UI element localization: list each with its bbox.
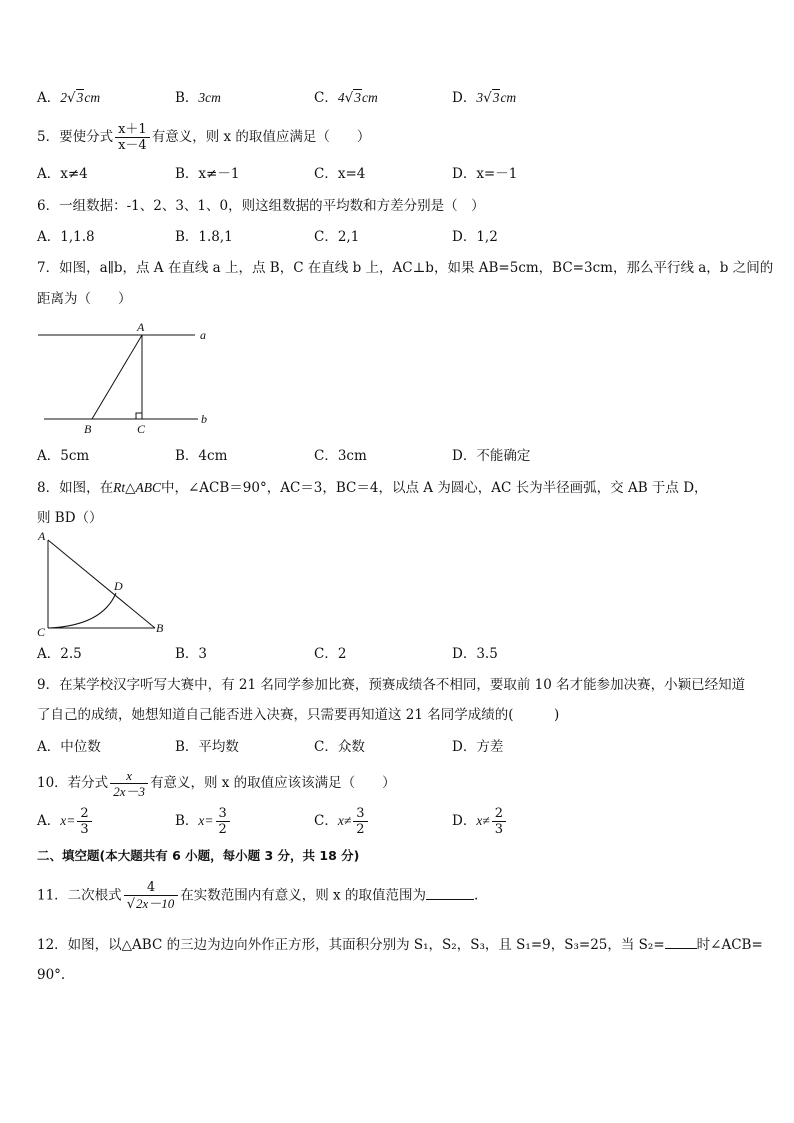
q7-option-c: C．3cm bbox=[314, 448, 367, 464]
q9-option-d: D．方差 bbox=[452, 739, 504, 755]
q11-fraction: $\frac{4}{√2x-10}$ bbox=[124, 880, 179, 912]
q4-option-b: B．3cm bbox=[175, 90, 221, 106]
arc-cd bbox=[48, 593, 116, 628]
label-c-point: C bbox=[137, 422, 146, 436]
q11-stem: 11．二次根式 $\frac{4}{√2x-10}$ 在实数范围内有意义，则 x 的取值范围为 . bbox=[37, 880, 479, 912]
right-angle-mark bbox=[136, 413, 142, 419]
q8-option-d: D．3.5 bbox=[452, 646, 498, 662]
q5-option-c: C．x=4 bbox=[314, 166, 366, 182]
q10-fraction: $\frac{x}{2x-3}$ bbox=[110, 768, 148, 799]
q10-stem: 10．若分式 $\frac{x}{2x-3}$ 有意义，则 x 的取值应该该满足（ ） bbox=[37, 768, 396, 799]
q8-figure bbox=[30, 528, 180, 643]
q9-option-b: B．平均数 bbox=[175, 739, 239, 755]
q8-stem-line2: 则 BD（） bbox=[37, 510, 103, 526]
q6-stem: 6．一组数据：-1、2、3、1、0，则这组数据的平均数和方差分别是（ ） bbox=[37, 198, 485, 214]
q12-answer-blank[interactable] bbox=[665, 948, 697, 949]
q5-option-d: D．x=－1 bbox=[452, 166, 518, 182]
q8-option-c: C．2 bbox=[314, 646, 347, 662]
q9-option-a: A．中位数 bbox=[37, 739, 101, 755]
q5-option-b: B．x≠－1 bbox=[175, 166, 240, 182]
section-title: 二、填空题(本大题共有 6 小题，每小题 3 分，共 18 分) bbox=[37, 848, 360, 863]
q7-option-a: A．5cm bbox=[37, 448, 90, 464]
q5-fraction: $\frac{x+1}{x-4}$ bbox=[115, 122, 150, 153]
q6-option-c: C．2,1 bbox=[314, 229, 360, 245]
q10-option-c: C．x≠ $\frac{3}{2}$ bbox=[314, 806, 370, 837]
q5-stem: 5．要使分式 $\frac{x+1}{x-4}$ 有意义，则 x 的取值应满足（ ） bbox=[37, 122, 371, 153]
q7-figure bbox=[30, 315, 230, 440]
q5-option-a: A．x≠4 bbox=[37, 166, 88, 182]
q12-stem-line2: 90°. bbox=[37, 967, 66, 983]
q9-stem-line1: 9．在某学校汉字听写大赛中，有 21 名同学参加比赛，预赛成绩各不相同，要取前 10 名才能参加决赛，小颖已经知道 bbox=[37, 677, 746, 693]
q7-options bbox=[37, 444, 757, 468]
q4-option-c: C．4√3cm bbox=[314, 90, 378, 106]
q7-option-d: D．不能确定 bbox=[452, 448, 531, 464]
q10-option-d: D．x≠ $\frac{2}{3}$ bbox=[452, 806, 508, 837]
label-b-point: B bbox=[84, 422, 92, 436]
q10-option-b: B．x= $\frac{3}{2}$ bbox=[175, 806, 232, 837]
q11-answer-blank[interactable] bbox=[426, 899, 474, 900]
q4-option-d: D．3√3cm bbox=[452, 90, 517, 106]
q6-option-b: B．1.8,1 bbox=[175, 229, 233, 245]
q8-option-b: B．3 bbox=[175, 646, 208, 662]
q9-stem-line2: 了自己的成绩，她想知道自己能否进入决赛，只需要再知道这 21 名同学成绩的( ) bbox=[37, 707, 560, 723]
q12-stem-line1: 12．如图，以△ABC 的三边为边向外作正方形，其面积分别为 S₁，S₂，S₃，且 S₁=9，S₃=25，当 S₂= 时∠ACB= bbox=[37, 937, 763, 953]
q8-option-a: A．2.5 bbox=[37, 646, 82, 662]
q4-option-a: A．2√3cm bbox=[37, 90, 101, 106]
q4-options bbox=[37, 86, 757, 110]
q8-stem-line1: 8．如图，在Rt△ABC中，∠ACB＝90°，AC＝3，BC＝4，以点 A 为圆心，AC 长为半径画弧，交 AB 于点 D， bbox=[37, 480, 708, 496]
label-line-a: a bbox=[200, 328, 206, 342]
q6-option-d: D．1,2 bbox=[452, 229, 498, 245]
label-c-point: C bbox=[37, 625, 46, 639]
q10-option-a: A．x= $\frac{2}{3}$ bbox=[37, 806, 94, 837]
label-d-point: D bbox=[114, 579, 123, 593]
segment-ab bbox=[92, 335, 142, 419]
q7-option-b: B．4cm bbox=[175, 448, 228, 464]
label-b-point: B bbox=[156, 621, 164, 635]
q10-options bbox=[37, 806, 757, 842]
q9-option-c: C．众数 bbox=[314, 739, 365, 755]
q7-stem-line1: 7．如图，a∥b，点 A 在直线 a 上，点 B，C 在直线 b 上，AC⊥b，如果 AB=5cm，BC=3cm，那么平行线 a，b 之间的 bbox=[37, 260, 774, 276]
q6-option-a: A．1,1.8 bbox=[37, 229, 95, 245]
label-a-point: A bbox=[38, 529, 46, 543]
label-a-point: A bbox=[137, 320, 145, 334]
q8-options bbox=[37, 642, 757, 666]
q7-stem-line2: 距离为（ ） bbox=[37, 291, 132, 307]
q9-options bbox=[37, 735, 757, 759]
label-line-b: b bbox=[201, 412, 207, 426]
q6-options bbox=[37, 225, 757, 249]
q5-options bbox=[37, 162, 757, 186]
segment-ab bbox=[48, 540, 155, 628]
